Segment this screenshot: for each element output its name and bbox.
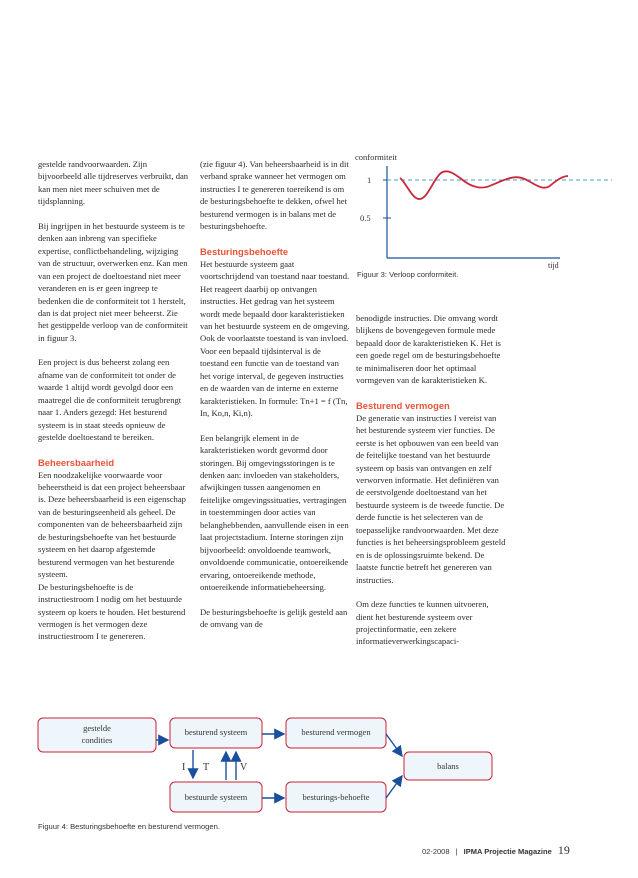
page-number: 19	[557, 843, 570, 857]
paragraph: Het bestuurde systeem gaat voortschrijdend van toestand naar toestand. Het reageert daarbij op ontvangen instructies. Het gedrag van het systeem wordt mede bepaald door karakteristieken van het bestuurde systeem en de omgeving. Ook de voorlaatste toestand is van invloed. Voor een bepaald tijdsinterval is de toestand een functie van de toestand van het vorige interval, de gegeven instructies en de waarden van de interne en externe karakteristieken. In formule: Tn+1 = f (Tn, In, Ko,n, Ki,n).	[200, 258, 350, 419]
paragraph: Een project is dus beheerst zolang een afname van de conformiteit tot onder de waarde 1 altijd wordt gevolgd door een maatregel die de conformiteit terugbrengt naar 1. Anders gezegd: Het besturend systeem is in staat steeds opnieuw de gestelde doeltoestand te bereiken.	[38, 357, 182, 443]
label-t: T	[203, 762, 210, 773]
figure-4-diagram	[30, 712, 500, 820]
separator: |	[455, 847, 458, 856]
label-i: I	[182, 762, 186, 773]
heading-beheersbaarheid: Beheersbaarheid	[38, 456, 115, 468]
figure-3-chart	[340, 148, 620, 270]
box-balans	[404, 752, 492, 780]
paragraph: Een noodzakelijke voorwaarde voor beheerstheid is dat een project beheersbaar is. Deze beheersbaarheid is een eigenschap van de besturingseenheid als geheel. De componenten van de beheersbaarheid zijn de besturingsbehoefte van het bestuurde systeem en het daarop afgestemde besturend vermogen van het besturende systeem.	[38, 469, 186, 580]
paragraph: De besturingsbehoefte is gelijk gesteld aan de omvang van de	[200, 606, 348, 629]
label-v: V	[240, 762, 248, 773]
label-gestelde: gestelde	[83, 723, 111, 733]
box-gestelde-condities	[38, 718, 156, 752]
arrow-behoefte-to-balans	[386, 776, 402, 798]
box-besturend-systeem	[170, 718, 262, 748]
y-axis-label: conformiteit	[355, 152, 398, 162]
column-2	[200, 158, 350, 642]
column-1	[38, 158, 190, 655]
paragraph: Bij ingrijpen in het bestuurde systeem is te denken aan inbreng van specifieke expertise, conflictbehandeling, wijziging van de structuur, overwerken enz. Kan men van een project de doeltoestand niet meer veranderen en is er geen ingreep te bedenken die de conformiteit tot 1 herstelt, dan is dat project niet meer beheerst. Zie het gestippelde verloop van de conformiteit in figuur 3.	[38, 220, 188, 343]
tick-label-05: 0.5	[360, 213, 371, 223]
page-footer	[422, 843, 570, 858]
arrow-vermogen-to-balans	[386, 734, 402, 756]
magazine-name: IPMA Projectie Magazine	[463, 847, 552, 856]
label-bestuurde-systeem: bestuurde systeem	[184, 792, 248, 802]
label-besturend-vermogen: besturend vermogen	[301, 727, 371, 737]
paragraph: De besturingsbehoefte is de instructiestroom I nodig om het bestuurde systeem op koers te houden. Het besturend vermogen is het vermogen deze instructiestroom I te genereren.	[38, 581, 186, 642]
label-balans: balans	[437, 761, 459, 771]
label-condities: condities	[81, 735, 113, 745]
paragraph: (zie figuur 4). Van beheersbaarheid is in dit verband sprake wanneer het vermogen om instructies I te genereren toereikend is om de besturingsbehoefte te dekken, ofwel het besturend vermogen is in balans met de besturingsbehoefte.	[200, 159, 349, 232]
issue-date: 02-2008	[422, 847, 450, 856]
figure-4-caption: Figuur 4: Besturingsbehoefte en besturend vermogen.	[38, 822, 220, 831]
heading-besturend-vermogen: Besturend vermogen	[356, 399, 450, 411]
paragraph: gestelde randvoorwaarden. Zijn bijvoorbeeld alle tijdreserves verbruikt, dan kan men niet meer schuiven met de tijdsplanning.	[38, 159, 189, 207]
figure-3-caption: Figuur 3: Verloop conformiteit.	[357, 270, 459, 279]
paragraph: benodigde instructies. Die omvang wordt blijkens de bovengegeven formule mede bepaald door de karakteristieken K. Het is een goede regel om de besturingsbehoefte te minimaliseren door het optimaal vormgeven van de karakteristieken K.	[356, 313, 501, 386]
paragraph: Om deze functies te kunnen uitvoeren, dient het besturende systeem over projectinformatie, een zekere informatieverwerkingscapaci-	[356, 599, 489, 647]
box-bestuurde-systeem	[170, 782, 262, 812]
paragraph: Een belangrijk element in de karakteristieken wordt gevormd door storingen. Bij omgevingsstoringen is te denken aan: invloeden van stakeholders, afwijkingen tussen aangenomen en feitelijke omgevingssituaties, vertragingen in toestemmingen door acties van belanghebbenden, aanvullende eisen in een laat projectstadium. Interne storingen zijn bijvoorbeeld: onvoldoende teamwork, onvoldoende communicatie, ontoereikende ervaring, ontoereikende methode, ontoereikende informatiebeheersing.	[200, 432, 349, 593]
conformity-curve	[400, 171, 568, 199]
box-besturingsbehoefte	[286, 782, 386, 812]
paragraph: De generatie van instructies I vereist van het besturende systeem vier functies. De eerste is het opbouwen van een beeld van de feitelijke toestand van het bestuurde systeem op basis van ontvangen en zelf verworven informatie. Het definiëren van de eerstvolgende doeltoestand van het bestuurde systeem is de tweede functie. De derde functie is het selecteren van de toepasselijke randvoorwaarden. Met deze functies is het beheersingsprobleem gesteld en is de oplossingsruimte bekend. De laatste functie betreft het genereren van instructies.	[356, 412, 506, 585]
column-3	[356, 312, 506, 660]
x-axis-label: tijd	[548, 261, 559, 270]
label-besturingsbehoefte: besturings-behoefte	[302, 792, 370, 802]
tick-label-1: 1	[367, 175, 372, 185]
box-besturend-vermogen	[286, 718, 386, 748]
heading-besturingsbehoefte: Besturingsbehoefte	[200, 245, 289, 257]
label-besturend-systeem: besturend systeem	[184, 727, 248, 737]
